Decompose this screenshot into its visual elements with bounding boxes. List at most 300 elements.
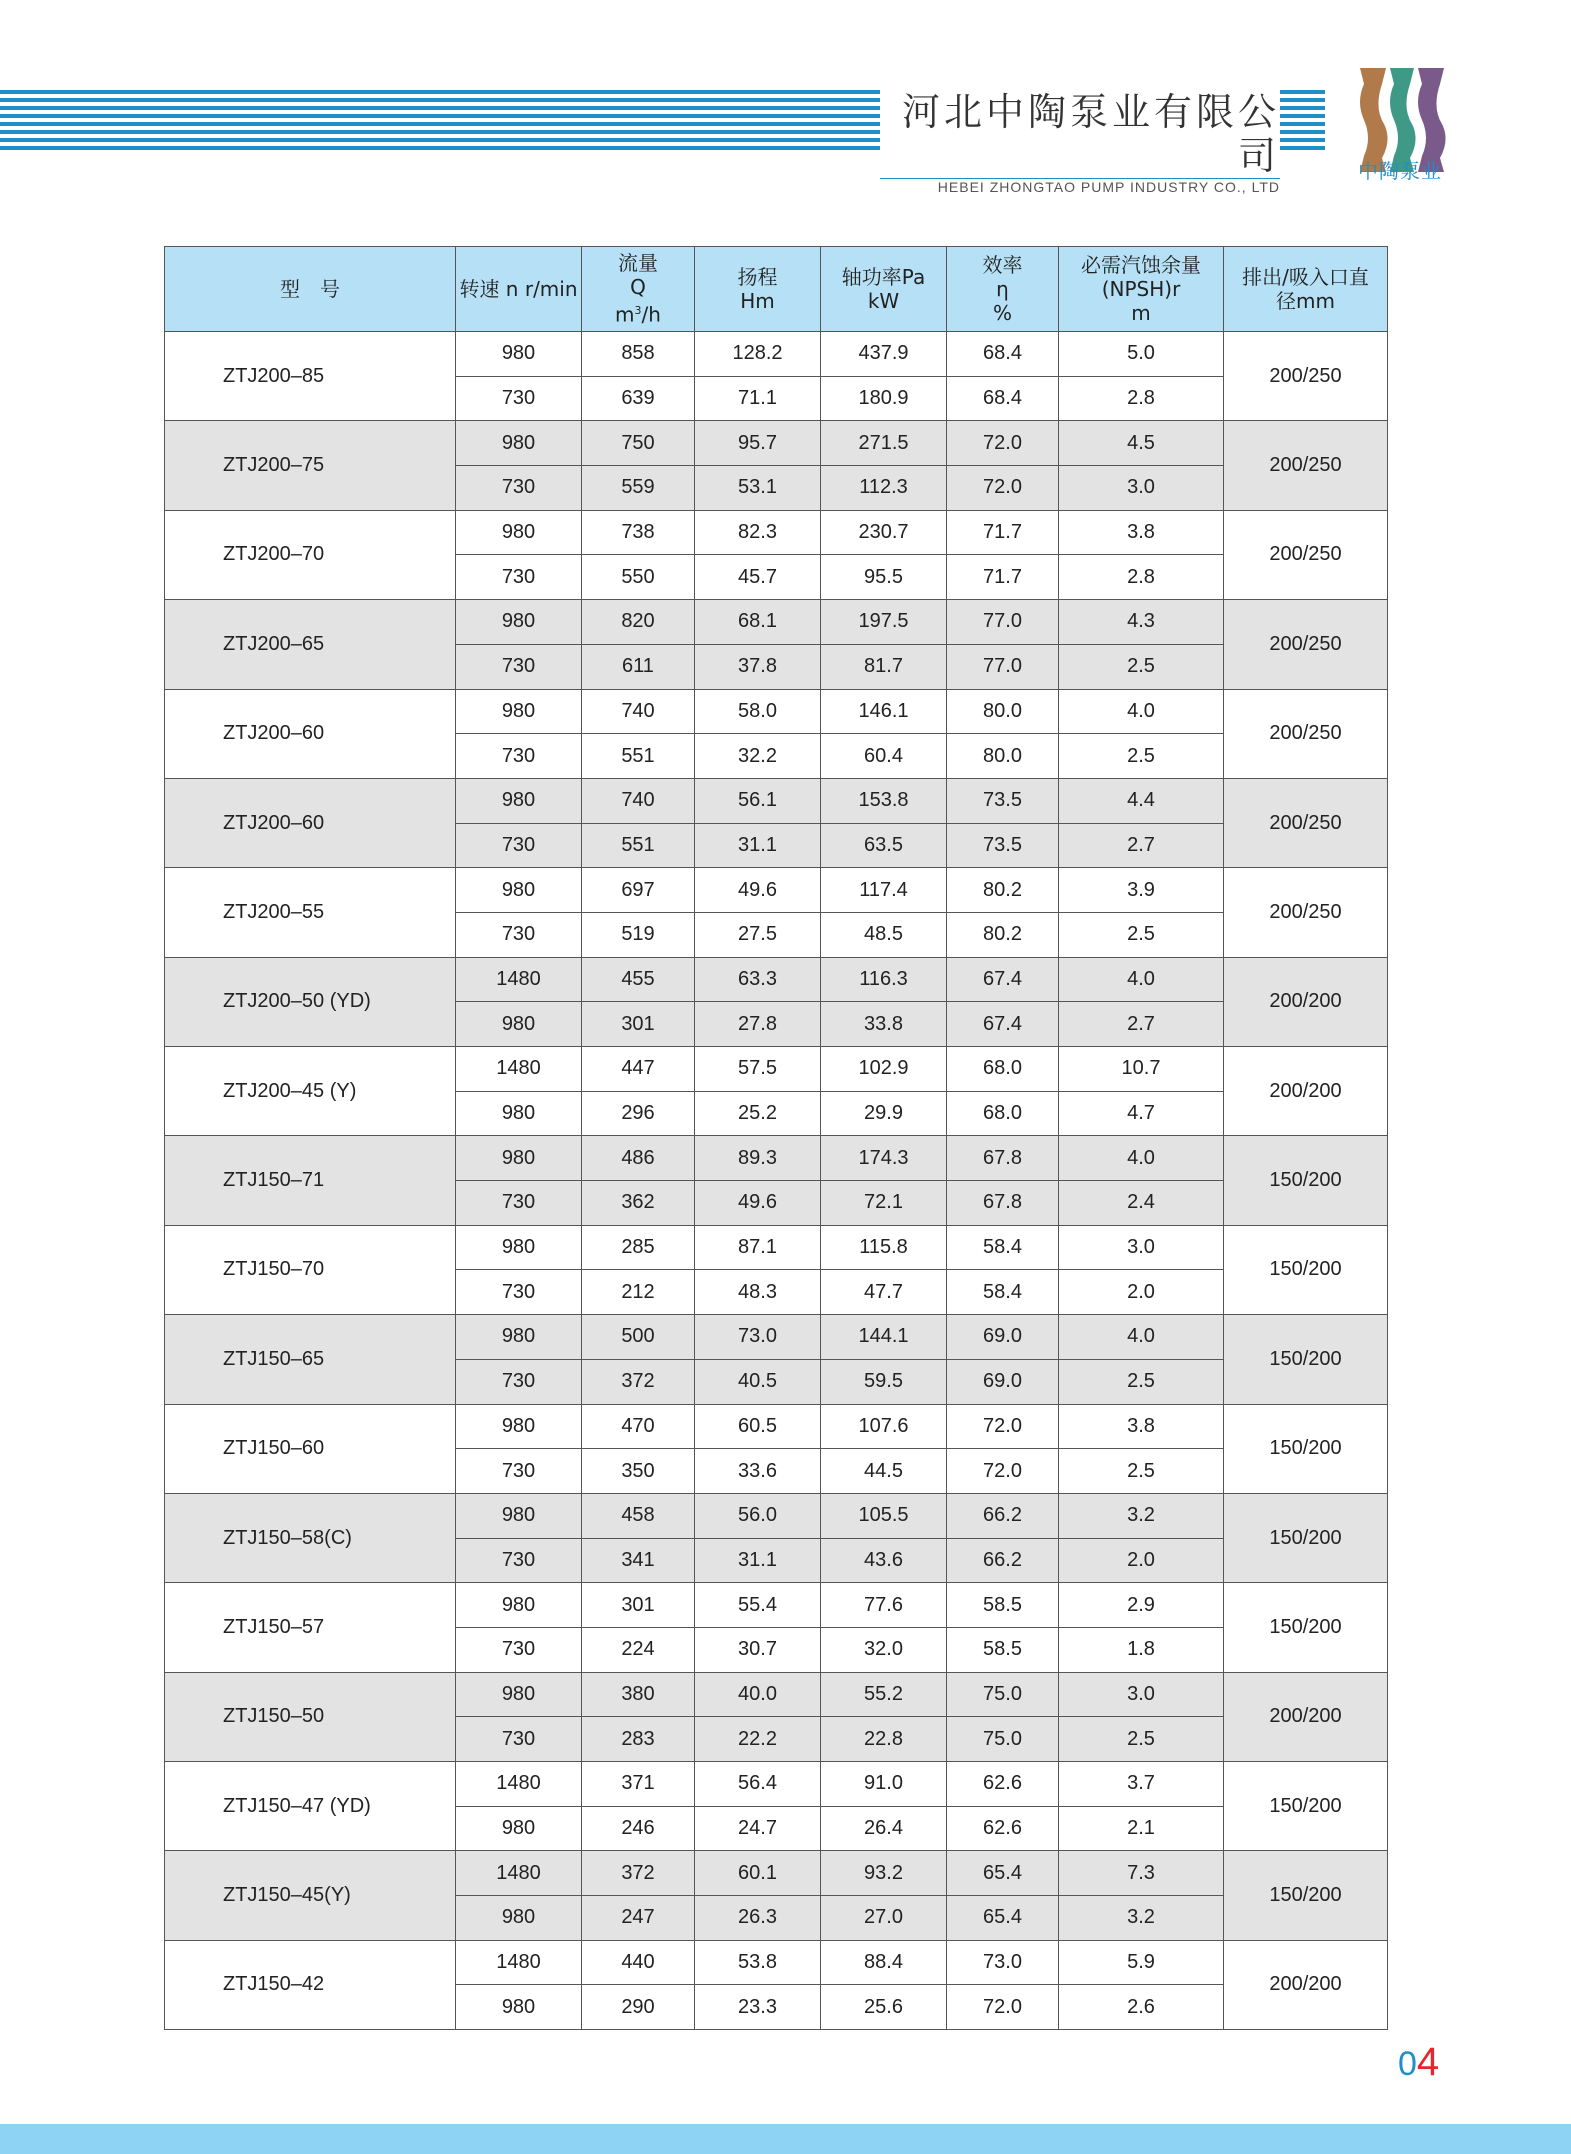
npsh-cell: 1.8 bbox=[1059, 1627, 1224, 1672]
efficiency-cell: 69.0 bbox=[947, 1315, 1059, 1360]
table-row bbox=[165, 421, 1388, 466]
flow-cell: 224 bbox=[582, 1627, 695, 1672]
speed-cell: 730 bbox=[456, 1359, 582, 1404]
flow-cell: 551 bbox=[582, 823, 695, 868]
flow-cell: 285 bbox=[582, 1225, 695, 1270]
efficiency-cell: 72.0 bbox=[947, 1985, 1059, 2030]
efficiency-cell: 72.0 bbox=[947, 1404, 1059, 1449]
model-cell: ZTJ200–85 bbox=[165, 332, 456, 421]
header-power: 轴功率Pa kW bbox=[821, 247, 947, 332]
head-cell: 55.4 bbox=[695, 1583, 821, 1628]
diameter-cell: 200/250 bbox=[1224, 510, 1388, 599]
speed-cell: 980 bbox=[456, 1806, 582, 1851]
company-name-block bbox=[880, 88, 1280, 195]
flow-cell: 486 bbox=[582, 1136, 695, 1181]
efficiency-cell: 67.8 bbox=[947, 1136, 1059, 1181]
npsh-cell: 3.0 bbox=[1059, 1672, 1224, 1717]
speed-cell: 1480 bbox=[456, 1047, 582, 1092]
flow-cell: 738 bbox=[582, 510, 695, 555]
flow-cell: 470 bbox=[582, 1404, 695, 1449]
speed-cell: 730 bbox=[456, 912, 582, 957]
npsh-cell: 2.9 bbox=[1059, 1583, 1224, 1628]
model-cell: ZTJ200–75 bbox=[165, 421, 456, 510]
npsh-cell: 5.0 bbox=[1059, 332, 1224, 377]
speed-cell: 980 bbox=[456, 1493, 582, 1538]
efficiency-cell: 67.8 bbox=[947, 1181, 1059, 1226]
power-cell: 93.2 bbox=[821, 1851, 947, 1896]
npsh-cell: 2.4 bbox=[1059, 1181, 1224, 1226]
model-cell: ZTJ200–70 bbox=[165, 510, 456, 599]
footer-bar bbox=[0, 2124, 1571, 2154]
power-cell: 105.5 bbox=[821, 1493, 947, 1538]
npsh-cell: 3.0 bbox=[1059, 1225, 1224, 1270]
power-cell: 63.5 bbox=[821, 823, 947, 868]
diameter-cell: 150/200 bbox=[1224, 1404, 1388, 1493]
efficiency-cell: 69.0 bbox=[947, 1359, 1059, 1404]
efficiency-cell: 65.4 bbox=[947, 1851, 1059, 1896]
power-cell: 95.5 bbox=[821, 555, 947, 600]
head-cell: 23.3 bbox=[695, 1985, 821, 2030]
power-cell: 44.5 bbox=[821, 1449, 947, 1494]
speed-cell: 980 bbox=[456, 1091, 582, 1136]
efficiency-cell: 80.0 bbox=[947, 734, 1059, 779]
npsh-cell: 4.0 bbox=[1059, 1315, 1224, 1360]
flow-cell: 212 bbox=[582, 1270, 695, 1315]
table-row bbox=[165, 1940, 1388, 1985]
npsh-cell: 3.8 bbox=[1059, 510, 1224, 555]
diameter-cell: 200/250 bbox=[1224, 868, 1388, 957]
flow-cell: 500 bbox=[582, 1315, 695, 1360]
power-cell: 29.9 bbox=[821, 1091, 947, 1136]
power-cell: 43.6 bbox=[821, 1538, 947, 1583]
npsh-cell: 2.8 bbox=[1059, 555, 1224, 600]
diameter-cell: 200/250 bbox=[1224, 332, 1388, 421]
npsh-cell: 3.2 bbox=[1059, 1896, 1224, 1941]
speed-cell: 980 bbox=[456, 510, 582, 555]
head-cell: 63.3 bbox=[695, 957, 821, 1002]
head-cell: 31.1 bbox=[695, 1538, 821, 1583]
npsh-cell: 2.0 bbox=[1059, 1538, 1224, 1583]
head-cell: 60.1 bbox=[695, 1851, 821, 1896]
speed-cell: 980 bbox=[456, 421, 582, 466]
table-header-row bbox=[165, 247, 1388, 332]
npsh-cell: 10.7 bbox=[1059, 1047, 1224, 1092]
npsh-cell: 2.7 bbox=[1059, 823, 1224, 868]
speed-cell: 730 bbox=[456, 1717, 582, 1762]
header-head: 扬程 Hm bbox=[695, 247, 821, 332]
flow-cell: 372 bbox=[582, 1851, 695, 1896]
speed-cell: 730 bbox=[456, 644, 582, 689]
flow-cell: 247 bbox=[582, 1896, 695, 1941]
diameter-cell: 200/250 bbox=[1224, 778, 1388, 867]
head-cell: 27.5 bbox=[695, 912, 821, 957]
efficiency-cell: 68.4 bbox=[947, 332, 1059, 377]
page-number bbox=[1398, 2040, 1439, 2086]
npsh-cell: 4.5 bbox=[1059, 421, 1224, 466]
efficiency-cell: 80.2 bbox=[947, 912, 1059, 957]
npsh-cell: 4.0 bbox=[1059, 957, 1224, 1002]
header-flow: 流量 Q $m^3/h$ bbox=[582, 247, 695, 332]
npsh-cell: 2.5 bbox=[1059, 912, 1224, 957]
flow-cell: 519 bbox=[582, 912, 695, 957]
efficiency-cell: 80.0 bbox=[947, 689, 1059, 734]
head-cell: 60.5 bbox=[695, 1404, 821, 1449]
speed-cell: 980 bbox=[456, 1002, 582, 1047]
head-cell: 56.4 bbox=[695, 1762, 821, 1807]
power-cell: 55.2 bbox=[821, 1672, 947, 1717]
head-cell: 48.3 bbox=[695, 1270, 821, 1315]
table-row bbox=[165, 1315, 1388, 1360]
efficiency-cell: 73.5 bbox=[947, 778, 1059, 823]
power-cell: 59.5 bbox=[821, 1359, 947, 1404]
model-cell: ZTJ200–45 (Y) bbox=[165, 1047, 456, 1136]
npsh-cell: 4.7 bbox=[1059, 1091, 1224, 1136]
efficiency-cell: 58.4 bbox=[947, 1225, 1059, 1270]
flow-cell: 639 bbox=[582, 376, 695, 421]
model-cell: ZTJ150–50 bbox=[165, 1672, 456, 1761]
diameter-cell: 150/200 bbox=[1224, 1583, 1388, 1672]
table-row bbox=[165, 510, 1388, 555]
efficiency-cell: 62.6 bbox=[947, 1806, 1059, 1851]
table-row bbox=[165, 1047, 1388, 1092]
header-diameter: 排出/吸入口直 径mm bbox=[1224, 247, 1388, 332]
table-row bbox=[165, 1136, 1388, 1181]
npsh-cell: 4.0 bbox=[1059, 1136, 1224, 1181]
head-cell: 82.3 bbox=[695, 510, 821, 555]
diameter-cell: 200/250 bbox=[1224, 689, 1388, 778]
npsh-cell: 2.1 bbox=[1059, 1806, 1224, 1851]
power-cell: 115.8 bbox=[821, 1225, 947, 1270]
power-cell: 25.6 bbox=[821, 1985, 947, 2030]
efficiency-cell: 66.2 bbox=[947, 1538, 1059, 1583]
head-cell: 33.6 bbox=[695, 1449, 821, 1494]
power-cell: 144.1 bbox=[821, 1315, 947, 1360]
npsh-cell: 2.5 bbox=[1059, 644, 1224, 689]
speed-cell: 980 bbox=[456, 1315, 582, 1360]
diameter-cell: 150/200 bbox=[1224, 1225, 1388, 1314]
speed-cell: 980 bbox=[456, 1583, 582, 1628]
diameter-cell: 150/200 bbox=[1224, 1493, 1388, 1582]
npsh-cell: 2.5 bbox=[1059, 1717, 1224, 1762]
table-body bbox=[165, 332, 1388, 2030]
power-cell: 153.8 bbox=[821, 778, 947, 823]
diameter-cell: 200/250 bbox=[1224, 421, 1388, 510]
diameter-cell: 150/200 bbox=[1224, 1851, 1388, 1940]
efficiency-cell: 58.5 bbox=[947, 1583, 1059, 1628]
npsh-cell: 4.0 bbox=[1059, 689, 1224, 734]
table-row bbox=[165, 689, 1388, 734]
flow-cell: 697 bbox=[582, 868, 695, 913]
efficiency-cell: 72.0 bbox=[947, 421, 1059, 466]
head-cell: 40.0 bbox=[695, 1672, 821, 1717]
speed-cell: 980 bbox=[456, 332, 582, 377]
power-cell: 112.3 bbox=[821, 466, 947, 511]
power-cell: 271.5 bbox=[821, 421, 947, 466]
efficiency-cell: 68.0 bbox=[947, 1047, 1059, 1092]
speed-cell: 730 bbox=[456, 734, 582, 779]
flow-cell: 380 bbox=[582, 1672, 695, 1717]
speed-cell: 1480 bbox=[456, 957, 582, 1002]
head-cell: 89.3 bbox=[695, 1136, 821, 1181]
flow-cell: 458 bbox=[582, 1493, 695, 1538]
head-cell: 40.5 bbox=[695, 1359, 821, 1404]
power-cell: 146.1 bbox=[821, 689, 947, 734]
speed-cell: 1480 bbox=[456, 1940, 582, 1985]
table-row bbox=[165, 1762, 1388, 1807]
model-cell: ZTJ200–60 bbox=[165, 689, 456, 778]
power-cell: 27.0 bbox=[821, 1896, 947, 1941]
flow-cell: 301 bbox=[582, 1002, 695, 1047]
power-cell: 22.8 bbox=[821, 1717, 947, 1762]
head-cell: 56.0 bbox=[695, 1493, 821, 1538]
head-cell: 73.0 bbox=[695, 1315, 821, 1360]
header-model: 型 号 bbox=[165, 247, 456, 332]
power-cell: 72.1 bbox=[821, 1181, 947, 1226]
head-cell: 87.1 bbox=[695, 1225, 821, 1270]
head-cell: 49.6 bbox=[695, 868, 821, 913]
npsh-cell: 3.2 bbox=[1059, 1493, 1224, 1538]
npsh-cell: 5.9 bbox=[1059, 1940, 1224, 1985]
speed-cell: 980 bbox=[456, 1225, 582, 1270]
head-cell: 30.7 bbox=[695, 1627, 821, 1672]
efficiency-cell: 72.0 bbox=[947, 466, 1059, 511]
speed-cell: 980 bbox=[456, 600, 582, 645]
speed-cell: 1480 bbox=[456, 1851, 582, 1896]
speed-cell: 730 bbox=[456, 1270, 582, 1315]
power-cell: 88.4 bbox=[821, 1940, 947, 1985]
efficiency-cell: 58.5 bbox=[947, 1627, 1059, 1672]
npsh-cell: 2.7 bbox=[1059, 1002, 1224, 1047]
head-cell: 95.7 bbox=[695, 421, 821, 466]
speed-cell: 730 bbox=[456, 1538, 582, 1583]
page-number-digit-2: 4 bbox=[1416, 2040, 1440, 2084]
power-cell: 77.6 bbox=[821, 1583, 947, 1628]
header-efficiency: 效率 η % bbox=[947, 247, 1059, 332]
head-cell: 68.1 bbox=[695, 600, 821, 645]
power-cell: 81.7 bbox=[821, 644, 947, 689]
table-row bbox=[165, 332, 1388, 377]
head-cell: 45.7 bbox=[695, 555, 821, 600]
head-cell: 71.1 bbox=[695, 376, 821, 421]
power-cell: 180.9 bbox=[821, 376, 947, 421]
head-cell: 57.5 bbox=[695, 1047, 821, 1092]
model-cell: ZTJ150–71 bbox=[165, 1136, 456, 1225]
flow-cell: 341 bbox=[582, 1538, 695, 1583]
diameter-cell: 200/200 bbox=[1224, 1047, 1388, 1136]
speed-cell: 730 bbox=[456, 555, 582, 600]
efficiency-cell: 66.2 bbox=[947, 1493, 1059, 1538]
flow-cell: 455 bbox=[582, 957, 695, 1002]
header-speed: 转速 n r/min bbox=[456, 247, 582, 332]
efficiency-cell: 75.0 bbox=[947, 1672, 1059, 1717]
speed-cell: 730 bbox=[456, 1627, 582, 1672]
diameter-cell: 150/200 bbox=[1224, 1315, 1388, 1404]
efficiency-cell: 68.4 bbox=[947, 376, 1059, 421]
speed-cell: 980 bbox=[456, 778, 582, 823]
flow-cell: 550 bbox=[582, 555, 695, 600]
head-cell: 27.8 bbox=[695, 1002, 821, 1047]
speed-cell: 1480 bbox=[456, 1762, 582, 1807]
efficiency-cell: 75.0 bbox=[947, 1717, 1059, 1762]
flow-cell: 371 bbox=[582, 1762, 695, 1807]
npsh-cell: 2.5 bbox=[1059, 1449, 1224, 1494]
flow-cell: 611 bbox=[582, 644, 695, 689]
flow-cell: 290 bbox=[582, 1985, 695, 2030]
diameter-cell: 150/200 bbox=[1224, 1762, 1388, 1851]
head-cell: 128.2 bbox=[695, 332, 821, 377]
flow-cell: 740 bbox=[582, 689, 695, 734]
npsh-cell: 4.4 bbox=[1059, 778, 1224, 823]
model-cell: ZTJ200–60 bbox=[165, 778, 456, 867]
power-cell: 47.7 bbox=[821, 1270, 947, 1315]
efficiency-cell: 67.4 bbox=[947, 957, 1059, 1002]
table-row bbox=[165, 1583, 1388, 1628]
power-cell: 117.4 bbox=[821, 868, 947, 913]
table-row bbox=[165, 778, 1388, 823]
head-cell: 49.6 bbox=[695, 1181, 821, 1226]
power-cell: 116.3 bbox=[821, 957, 947, 1002]
power-cell: 174.3 bbox=[821, 1136, 947, 1181]
head-cell: 37.8 bbox=[695, 644, 821, 689]
table-row bbox=[165, 868, 1388, 913]
company-name-cn: 河北中陶泵业有限公司 bbox=[901, 90, 1280, 178]
logo-caption: 中陶泵业 bbox=[1358, 159, 1442, 183]
power-cell: 437.9 bbox=[821, 332, 947, 377]
npsh-cell: 7.3 bbox=[1059, 1851, 1224, 1896]
head-cell: 22.2 bbox=[695, 1717, 821, 1762]
model-cell: ZTJ150–70 bbox=[165, 1225, 456, 1314]
model-cell: ZTJ150–58(C) bbox=[165, 1493, 456, 1582]
flow-cell: 246 bbox=[582, 1806, 695, 1851]
model-cell: ZTJ200–65 bbox=[165, 600, 456, 689]
npsh-cell: 4.3 bbox=[1059, 600, 1224, 645]
model-cell: ZTJ200–50 (YD) bbox=[165, 957, 456, 1046]
flow-cell: 440 bbox=[582, 1940, 695, 1985]
power-cell: 60.4 bbox=[821, 734, 947, 779]
model-cell: ZTJ150–47 (YD) bbox=[165, 1762, 456, 1851]
speed-cell: 980 bbox=[456, 1136, 582, 1181]
npsh-cell: 2.5 bbox=[1059, 734, 1224, 779]
head-cell: 58.0 bbox=[695, 689, 821, 734]
table-row bbox=[165, 600, 1388, 645]
pump-spec-table bbox=[164, 246, 1388, 2030]
flow-cell: 740 bbox=[582, 778, 695, 823]
table-row bbox=[165, 957, 1388, 1002]
speed-cell: 980 bbox=[456, 689, 582, 734]
flow-cell: 551 bbox=[582, 734, 695, 779]
efficiency-cell: 73.0 bbox=[947, 1940, 1059, 1985]
table-row bbox=[165, 1404, 1388, 1449]
speed-cell: 730 bbox=[456, 376, 582, 421]
flow-cell: 750 bbox=[582, 421, 695, 466]
table-row bbox=[165, 1851, 1388, 1896]
head-cell: 53.1 bbox=[695, 466, 821, 511]
npsh-cell: 3.8 bbox=[1059, 1404, 1224, 1449]
speed-cell: 980 bbox=[456, 1404, 582, 1449]
flow-cell: 350 bbox=[582, 1449, 695, 1494]
table-row bbox=[165, 1493, 1388, 1538]
page-number-digit-1: 0 bbox=[1398, 2045, 1417, 2083]
efficiency-cell: 67.4 bbox=[947, 1002, 1059, 1047]
diameter-cell: 200/200 bbox=[1224, 1672, 1388, 1761]
speed-cell: 980 bbox=[456, 1985, 582, 2030]
flow-cell: 858 bbox=[582, 332, 695, 377]
table-row bbox=[165, 1225, 1388, 1270]
npsh-cell: 3.7 bbox=[1059, 1762, 1224, 1807]
npsh-cell: 2.6 bbox=[1059, 1985, 1224, 2030]
head-cell: 24.7 bbox=[695, 1806, 821, 1851]
flow-cell: 283 bbox=[582, 1717, 695, 1762]
speed-cell: 730 bbox=[456, 466, 582, 511]
diameter-cell: 200/250 bbox=[1224, 600, 1388, 689]
power-cell: 91.0 bbox=[821, 1762, 947, 1807]
diameter-cell: 200/200 bbox=[1224, 1940, 1388, 2029]
flow-cell: 820 bbox=[582, 600, 695, 645]
speed-cell: 980 bbox=[456, 1896, 582, 1941]
model-cell: ZTJ150–60 bbox=[165, 1404, 456, 1493]
model-cell: ZTJ150–65 bbox=[165, 1315, 456, 1404]
efficiency-cell: 58.4 bbox=[947, 1270, 1059, 1315]
flow-cell: 301 bbox=[582, 1583, 695, 1628]
company-name-en: HEBEI ZHONGTAO PUMP INDUSTRY CO., LTD bbox=[880, 178, 1280, 195]
efficiency-cell: 73.5 bbox=[947, 823, 1059, 868]
model-cell: ZTJ150–45(Y) bbox=[165, 1851, 456, 1940]
efficiency-cell: 77.0 bbox=[947, 600, 1059, 645]
npsh-cell: 2.8 bbox=[1059, 376, 1224, 421]
diameter-cell: 150/200 bbox=[1224, 1136, 1388, 1225]
npsh-cell: 3.0 bbox=[1059, 466, 1224, 511]
flow-cell: 296 bbox=[582, 1091, 695, 1136]
table-row bbox=[165, 1672, 1388, 1717]
speed-cell: 730 bbox=[456, 823, 582, 868]
power-cell: 48.5 bbox=[821, 912, 947, 957]
model-cell: ZTJ150–42 bbox=[165, 1940, 456, 2029]
efficiency-cell: 72.0 bbox=[947, 1449, 1059, 1494]
flow-cell: 447 bbox=[582, 1047, 695, 1092]
efficiency-cell: 71.7 bbox=[947, 555, 1059, 600]
speed-cell: 730 bbox=[456, 1449, 582, 1494]
head-cell: 53.8 bbox=[695, 1940, 821, 1985]
power-cell: 197.5 bbox=[821, 600, 947, 645]
power-cell: 32.0 bbox=[821, 1627, 947, 1672]
diameter-cell: 200/200 bbox=[1224, 957, 1388, 1046]
efficiency-cell: 71.7 bbox=[947, 510, 1059, 555]
flow-cell: 362 bbox=[582, 1181, 695, 1226]
npsh-cell: 2.5 bbox=[1059, 1359, 1224, 1404]
npsh-cell: 3.9 bbox=[1059, 868, 1224, 913]
efficiency-cell: 62.6 bbox=[947, 1762, 1059, 1807]
model-cell: ZTJ200–55 bbox=[165, 868, 456, 957]
pump-spec-table-wrapper bbox=[164, 246, 1388, 2030]
speed-cell: 980 bbox=[456, 868, 582, 913]
model-cell: ZTJ150–57 bbox=[165, 1583, 456, 1672]
speed-cell: 980 bbox=[456, 1672, 582, 1717]
power-cell: 102.9 bbox=[821, 1047, 947, 1092]
flow-cell: 559 bbox=[582, 466, 695, 511]
head-cell: 32.2 bbox=[695, 734, 821, 779]
power-cell: 26.4 bbox=[821, 1806, 947, 1851]
efficiency-cell: 80.2 bbox=[947, 868, 1059, 913]
header-npsh: 必需汽蚀余量 (NPSH)r m bbox=[1059, 247, 1224, 332]
head-cell: 31.1 bbox=[695, 823, 821, 868]
efficiency-cell: 65.4 bbox=[947, 1896, 1059, 1941]
flow-cell: 372 bbox=[582, 1359, 695, 1404]
power-cell: 107.6 bbox=[821, 1404, 947, 1449]
npsh-cell: 2.0 bbox=[1059, 1270, 1224, 1315]
head-cell: 25.2 bbox=[695, 1091, 821, 1136]
efficiency-cell: 77.0 bbox=[947, 644, 1059, 689]
speed-cell: 730 bbox=[456, 1181, 582, 1226]
